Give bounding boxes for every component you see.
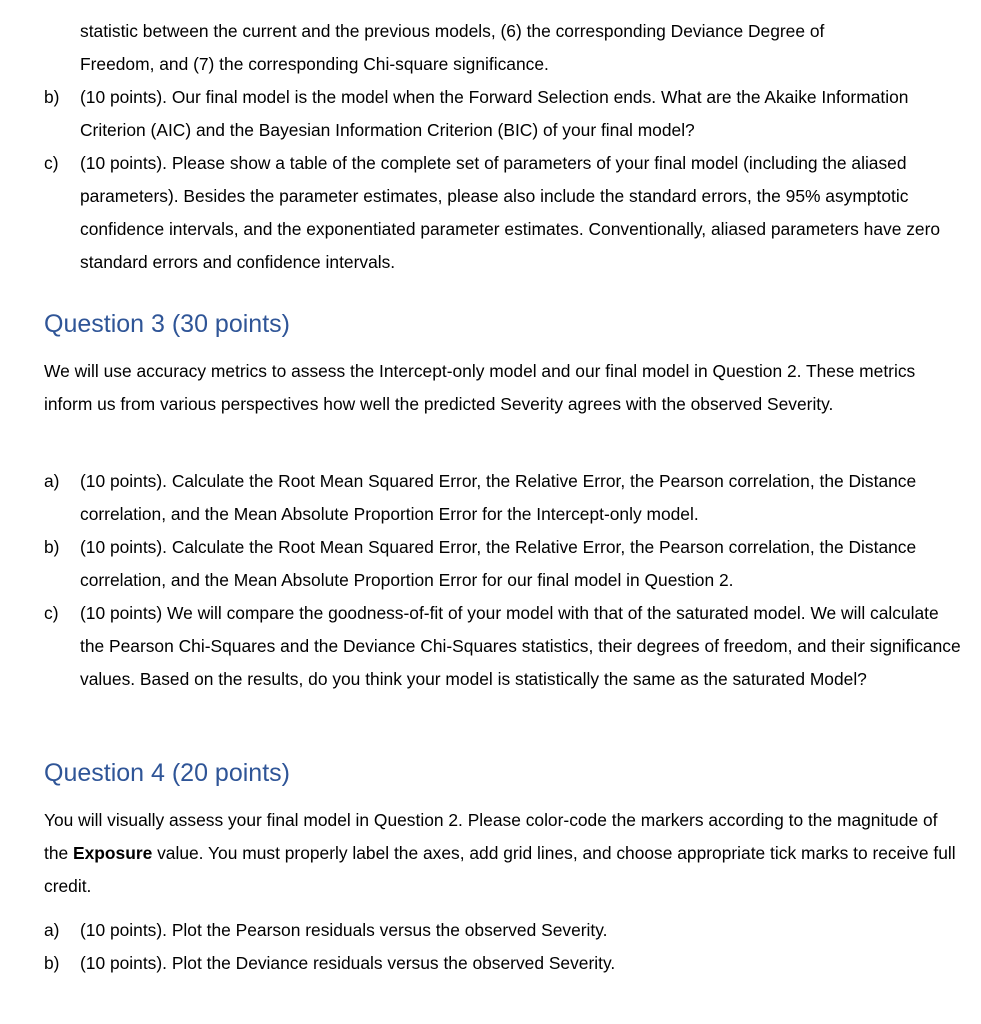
list-item-text: (10 points). Our final model is the model when the Forward Selection ends. What are the Akaike Information Criterion (AIC) and the Bayesian Information Criterion (BIC) of your final model? [80,87,909,140]
list-marker: b) [44,953,60,973]
list-marker: b) [44,537,60,557]
q3-item-b [44,531,964,597]
q3-heading: Question 3 (30 points) [44,310,290,338]
q2-item-b [44,81,964,147]
list-item-text: (10 points). Plot the Deviance residuals versus the observed Severity. [80,953,616,973]
q3-item-c [44,597,964,696]
q4-item-a [44,914,964,947]
q3-intro: We will use accuracy metrics to assess the Intercept-only model and our final model in Question 2. These metrics inform us from various perspectives how well the predicted Severity agrees with the observed Severity. [44,361,916,414]
q2-item-c [44,147,964,279]
list-marker: a) [44,920,60,940]
q2-lead-line-1: statistic between the current and the previous models, (6) the corresponding Deviance Degree of [80,21,825,41]
list-marker: c) [44,153,59,173]
q2-continued [44,15,964,279]
q4-intro [44,804,964,903]
q2-lead-line-2: Freedom, and (7) the corresponding Chi-square significance. [80,54,549,74]
q4-intro-before: You will visually assess your final model in Question 2. Please color-code the markers according to the magnitude of the [44,810,938,863]
q3-item-a [44,465,964,531]
exposure-term: Exposure [73,843,153,863]
q4-intro-after: value. You must properly label the axes, add grid lines, and choose appropriate tick marks to receive full credit. [44,843,956,896]
q4-item-b [44,947,964,980]
list-item-text: (10 points). Plot the Pearson residuals versus the observed Severity. [80,920,608,940]
q4-heading: Question 4 (20 points) [44,759,290,787]
list-marker: b) [44,87,60,107]
list-marker: c) [44,603,59,623]
q4-list [44,914,964,980]
q3-list [44,465,964,696]
list-item-text: (10 points). Calculate the Root Mean Squared Error, the Relative Error, the Pearson correlation, the Distance correlation, and the Mean Absolute Proportion Error for our final model in Question 2. [80,537,917,590]
list-item-text: (10 points). Calculate the Root Mean Squared Error, the Relative Error, the Pearson correlation, the Distance correlation, and the Mean Absolute Proportion Error for the Intercept-only model. [80,471,917,524]
list-item-text: (10 points). Please show a table of the complete set of parameters of your final model (including the aliased parameters). Besides the parameter estimates, please also include the standard errors, the 95% asymptotic confidence intervals, and the exponentiated parameter estimates. Conventionally, aliased parameters have zero standard errors and confidence intervals. [80,153,941,272]
list-item-text: (10 points) We will compare the goodness-of-fit of your model with that of the saturated model. We will calculate the Pearson Chi-Squares and the Deviance Chi-Squares statistics, their degrees of freedom, and their significance values. Based on the results, do you think your model is statistically the same as the saturated Model? [80,603,961,689]
list-marker: a) [44,471,60,491]
